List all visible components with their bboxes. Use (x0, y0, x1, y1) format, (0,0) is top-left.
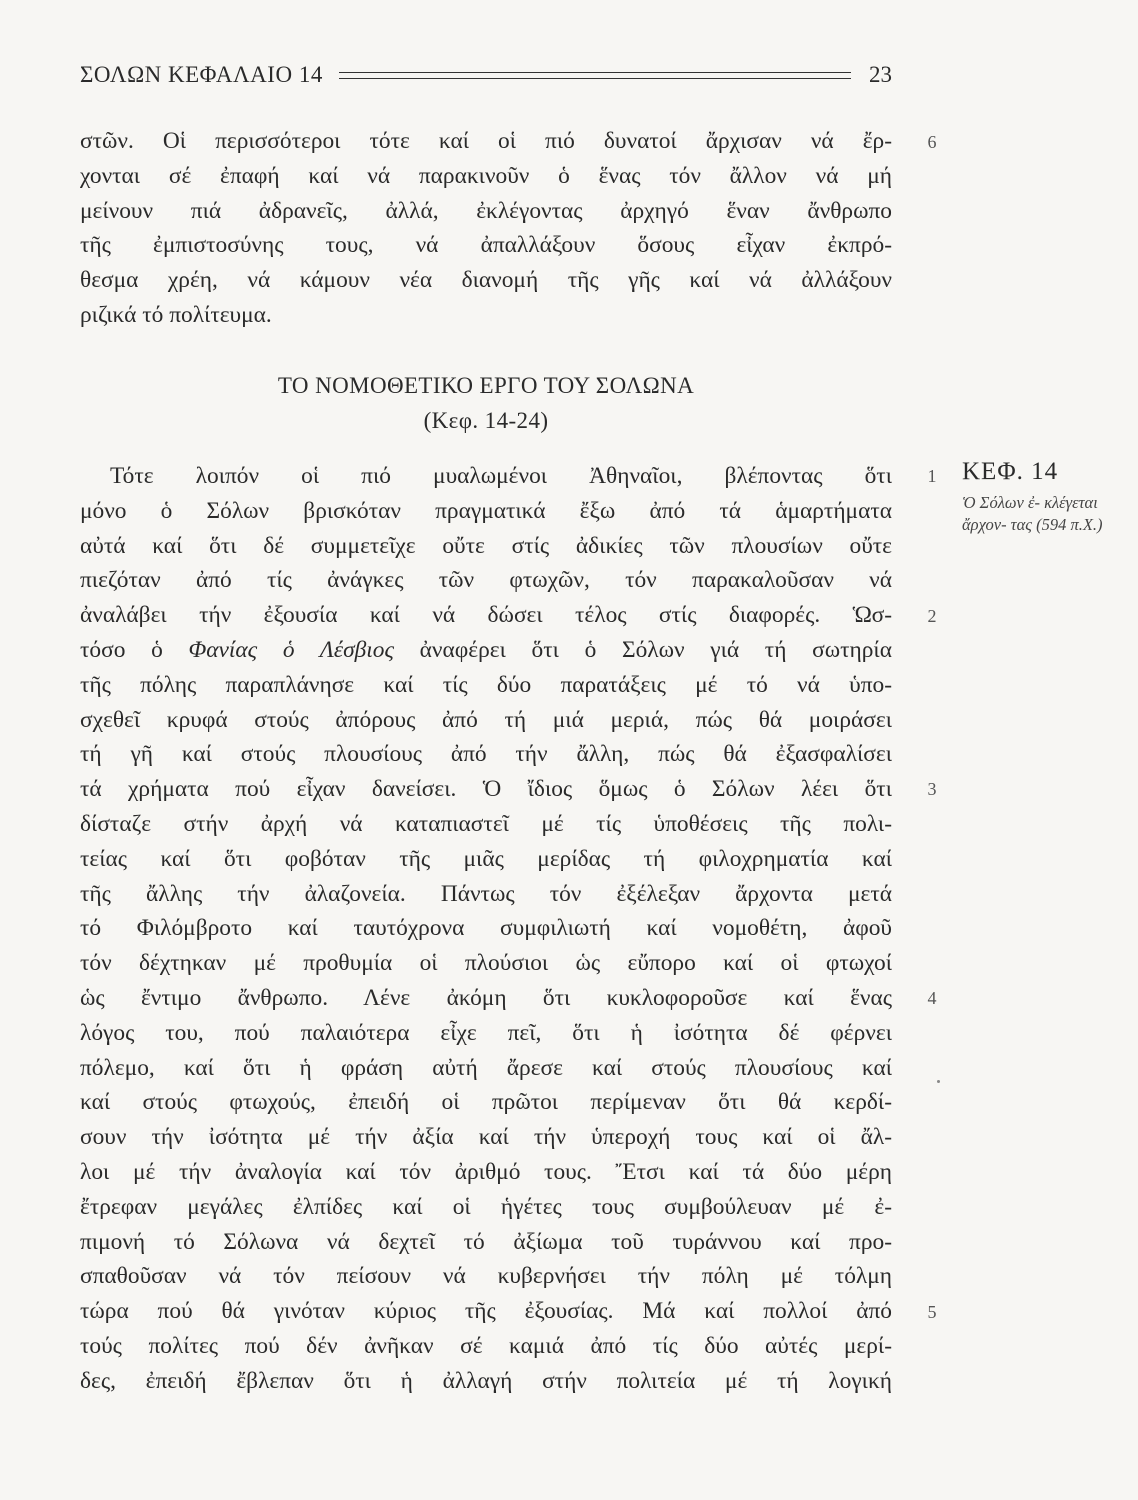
italic-name: Φανίας ὁ Λέσβιος (188, 636, 394, 663)
text-line: αὐτά καί ὅτι δέ συμμετεῖχε οὔτε στίς ἀδικίες τῶν πλουσίων οὔτε (80, 532, 892, 559)
running-title: ΣΟΛΩΝ ΚΕΦΑΛΑΙΟ 14 (80, 62, 323, 87)
section-number: 5 (927, 1302, 937, 1322)
text-line: σχεθεῖ κρυφά στούς ἀπόρους ἀπό τή μιά μεριά, πώς θά μοιράσει (80, 706, 892, 733)
section-reference: (Κεφ. 14-24) (423, 408, 549, 433)
section-heading: ΤΟ ΝΟΜΟΘΕΤΙΚΟ ΕΡΓΟ ΤΟΥ ΣΟΛΩΝΑ (277, 373, 695, 398)
page-number: 23 (869, 62, 892, 87)
sidenote-text: Ὁ Σόλων ἐ- κλέγεται ἄρχον- τας (594 π.Χ.) (962, 493, 1103, 534)
text-line: ἔτρεφαν μεγάλες ἐλπίδες καί οἱ ἡγέτες τους συμβούλευαν μέ ἐ- (80, 1193, 892, 1220)
section-number: 6 (927, 132, 937, 152)
text-fragment: τόσο ὁ (80, 636, 163, 663)
text-line: πιεζόταν ἀπό τίς ἀνάγκες τῶν φτωχῶν, τόν παρακαλοῦσαν νά (80, 567, 892, 594)
text-line: μείνουν πιά ἀδρανεῖς, ἀλλά, ἐκλέγοντας ἀρχηγό ἕναν ἄνθρωπο (80, 197, 892, 224)
print-speck (937, 1080, 940, 1083)
text-line: δίσταζε στήν ἀρχή νά καταπιαστεῖ μέ τίς ὑποθέσεις τῆς πολι- (80, 810, 892, 837)
text-line: σουν τήν ἰσότητα μέ τήν ἀξία καί τήν ὑπεροχή τους καί οἱ ἄλ- (80, 1124, 892, 1151)
text-line (80, 633, 892, 668)
text-line: τείας καί ὅτι φοβόταν τῆς μιᾶς μερίδας τή φιλοχρηματία καί (80, 845, 892, 872)
text-line: πόλεμο, καί ὅτι ἡ φράση αὐτή ἄρεσε καί στούς πλουσίους καί (80, 1054, 892, 1081)
text-fragment: ἀναφέρει ὅτι ὁ Σόλων γιά τή σωτηρία (419, 636, 892, 663)
section-number: 1 (927, 466, 937, 486)
text-line: χονται σέ ἐπαφή καί νά παρακινοῦν ὁ ἕνας τόν ἄλλον νά μή (80, 162, 892, 189)
text-line: στῶν. Οἱ περισσότεροι τότε καί οἱ πιό δυνατοί ἄρχισαν νά ἔρ- (80, 128, 892, 154)
section-number: 3 (927, 779, 937, 799)
intro-paragraph (80, 124, 892, 333)
section-number: 4 (927, 988, 937, 1008)
text-line: τά χρήματα πού εἶχαν δανείσει. Ὁ ἴδιος ὅμως ὁ Σόλων λέει ὅτι (80, 776, 892, 803)
text-line: θεσμα χρέη, νά κάμουν νέα διανομή τῆς γῆς καί νά ἀλλάξουν (80, 267, 892, 294)
text-line: τῆς ἐμπιστοσύνης τους, νά ἀπαλλάξουν ὅσους εἶχαν ἐκπρό- (80, 232, 892, 259)
text-line: σπαθοῦσαν νά τόν πείσουν νά κυβερνήσει τήν πόλη μέ τόλμη (80, 1263, 892, 1290)
text-line: ὡς ἔντιμο ἄνθρωπο. Λένε ἀκόμη ὅτι κυκλοφοροῦσε καί ἕνας (80, 984, 892, 1011)
text-line: λόγος του, πού παλαιότερα εἶχε πεῖ, ὅτι ἡ ἰσότητα δέ φέρνει (80, 1019, 892, 1046)
text-line: τόν δέχτηκαν μέ προθυμία οἱ πλούσιοι ὡς εὔπορο καί οἱ φτωχοί (80, 950, 892, 977)
text-line: λοι μέ τήν ἀναλογία καί τόν ἀριθμό τους. Ἔτσι καί τά δύο μέρη (80, 1158, 892, 1185)
text-line: τώρα πού θά γινόταν κύριος τῆς ἐξουσίας. Μά καί πολλοί ἀπό (80, 1298, 892, 1325)
text-line: Τότε λοιπόν οἱ πιό μυαλωμένοι Ἀθηναῖοι, βλέποντας ὅτι (110, 463, 892, 489)
text-line: καί στούς φτωχούς, ἐπειδή οἱ πρῶτοι περίμεναν ὅτι θά κερδί- (80, 1089, 892, 1116)
text-line: ἀναλάβει τήν ἐξουσία καί νά δώσει τέλος στίς διαφορές. Ὡσ- (80, 602, 892, 629)
main-paragraph (80, 459, 892, 1399)
running-header (80, 58, 892, 92)
header-double-rule (339, 72, 851, 79)
section-number: 2 (927, 606, 937, 626)
text-line: τή γῆ καί στούς πλουσίους ἀπό τήν ἄλλη, πώς θά ἐξασφαλίσει (80, 741, 892, 768)
text-line: τῆς ἄλλης τήν ἀλαζονεία. Πάντως τόν ἐξέλεξαν ἄρχοντα μετά (80, 880, 892, 907)
text-line: δες, ἐπειδή ἔβλεπαν ὅτι ἡ ἀλλαγή στήν πολιτεία μέ τή λογική (80, 1367, 892, 1394)
chapter-sidenote (962, 458, 1122, 535)
text-line: τούς πολίτες πού δέν ἀνῆκαν σέ καμιά ἀπό τίς δύο αὐτές μερί- (80, 1332, 892, 1359)
text-line: τῆς πόλης παραπλάνησε καί τίς δύο παρατάξεις μέ τό νά ὑπο- (80, 671, 892, 698)
text-line: μόνο ὁ Σόλων βρισκόταν πραγματικά ἔξω ἀπό τά ἁμαρτήματα (80, 497, 892, 524)
text-line: ριζικά τό πολίτευμα. (80, 301, 272, 328)
sidenote-title: ΚΕΦ. 14 (962, 458, 1059, 485)
text-line: πιμονή τό Σόλωνα νά δεχτεῖ τό ἀξίωμα τοῦ τυράννου καί προ- (80, 1228, 892, 1255)
text-line: τό Φιλόμβροτο καί ταυτόχρονα συμφιλιωτή καί νομοθέτη, ἀφοῦ (80, 915, 892, 942)
